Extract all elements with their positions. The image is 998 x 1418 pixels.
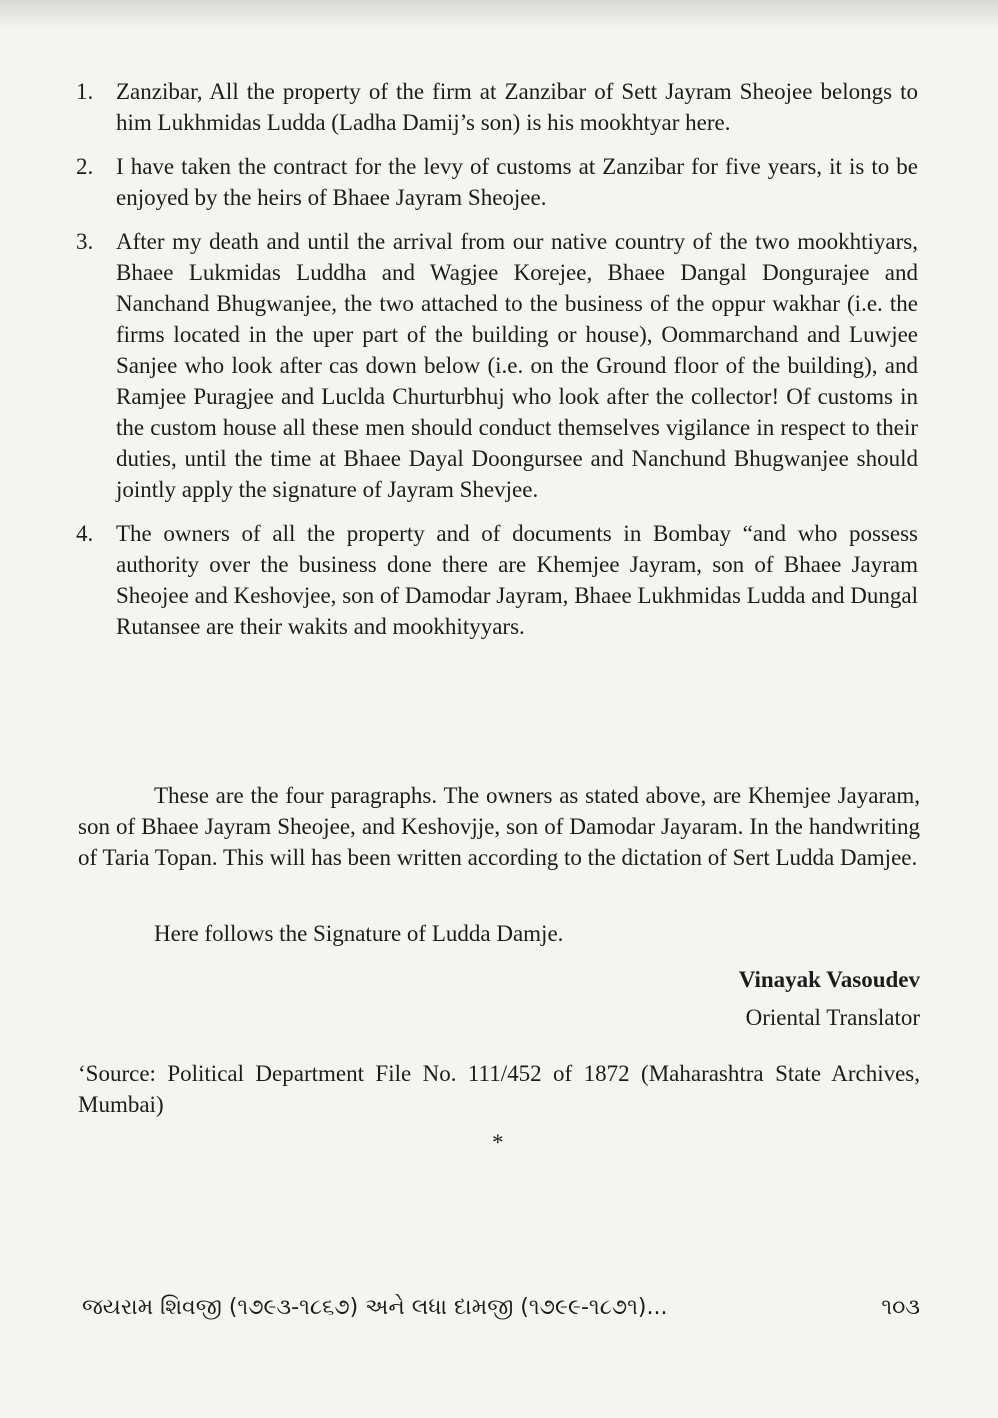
running-footer-title: જયરામ શિવજી (૧૭૯૩-૧૮૬૭) અને લધા દામજી (૧૭૯૯-૧૮૭૧)... — [82, 1295, 668, 1320]
paragraph-number: 1. — [76, 79, 94, 104]
signer-block — [739, 961, 920, 1037]
paragraph-text: After my death and until the arrival from our native country of the two mookhtiyars, Bhaee Lukmidas Luddha and Wagjee Korejee, Bhaee Dangal Dongurajee and Nanchand Bhugwanjee, the two attached to the business of the oppur wakhar (i.e. the firms located in the uper part of the building or house), Oommarchand and Luwjee Sanjee who look after cas down below (i.e. on the Ground floor of the building), and Ramjee Puragjee and Luclda Churturbhuj who look after the collector! Of customs in the custom house all these men should conduct themselves vigilance in respect to their duties, until the time at Bhaee Dayal Doongursee and Nanchund Bhugwanjee should jointly apply the signature of Jayram Shevjee. — [116, 229, 918, 502]
signer-title: Oriental Translator — [745, 1005, 920, 1030]
section-separator: * — [492, 1130, 504, 1155]
numbered-paragraph-list — [76, 76, 918, 655]
signer-name: Vinayak Vasoudev — [738, 967, 920, 992]
paragraph-item — [76, 151, 918, 213]
scan-shadow — [0, 0, 998, 30]
paragraph-item — [76, 518, 918, 642]
closing-paragraph: These are the four paragraphs. The owners as stated above, are Khemjee Jayaram, son of Bhaee Jayram Sheojee, and Keshovjje, son of Damodar Jayaram. In the handwriting of Taria Topan. This will has been written according to the dictation of Sert Ludda Damjee. — [78, 783, 920, 870]
paragraph-text: The owners of all the property and of documents in Bombay “and who possess authority over the business done there are Khemjee Jayram, son of Bhaee Jayram Sheojee and Keshovjee, son of Damodar Jayram, Bhaee Lukhmidas Ludda and Dungal Rutansee are their wakits and mookhityyars. — [116, 521, 918, 639]
paragraph-item — [76, 76, 918, 138]
paragraph-number: 3. — [76, 229, 94, 254]
paragraph-number: 2. — [76, 154, 94, 179]
page-number: ૧૦૩ — [881, 1295, 920, 1320]
paragraph-number: 4. — [76, 521, 94, 546]
paragraph-text: Zanzibar, All the property of the firm at Zanzibar of Sett Jayram Sheojee belongs to him Lukhmidas Ludda (Ladha Damij’s son) is his mookhtyar here. — [116, 79, 918, 135]
paragraph-text: I have taken the contract for the levy of customs at Zanzibar for five years, it is to be enjoyed by the heirs of Bhaee Jayram Sheojee. — [116, 154, 918, 210]
source-note: ‘Source: Political Department File No. 111/452 of 1872 (Maharashtra State Archives, Mumbai) — [78, 1061, 920, 1117]
paragraph-item — [76, 226, 918, 505]
signature-line: Here follows the Signature of Ludda Damje. — [154, 921, 564, 946]
